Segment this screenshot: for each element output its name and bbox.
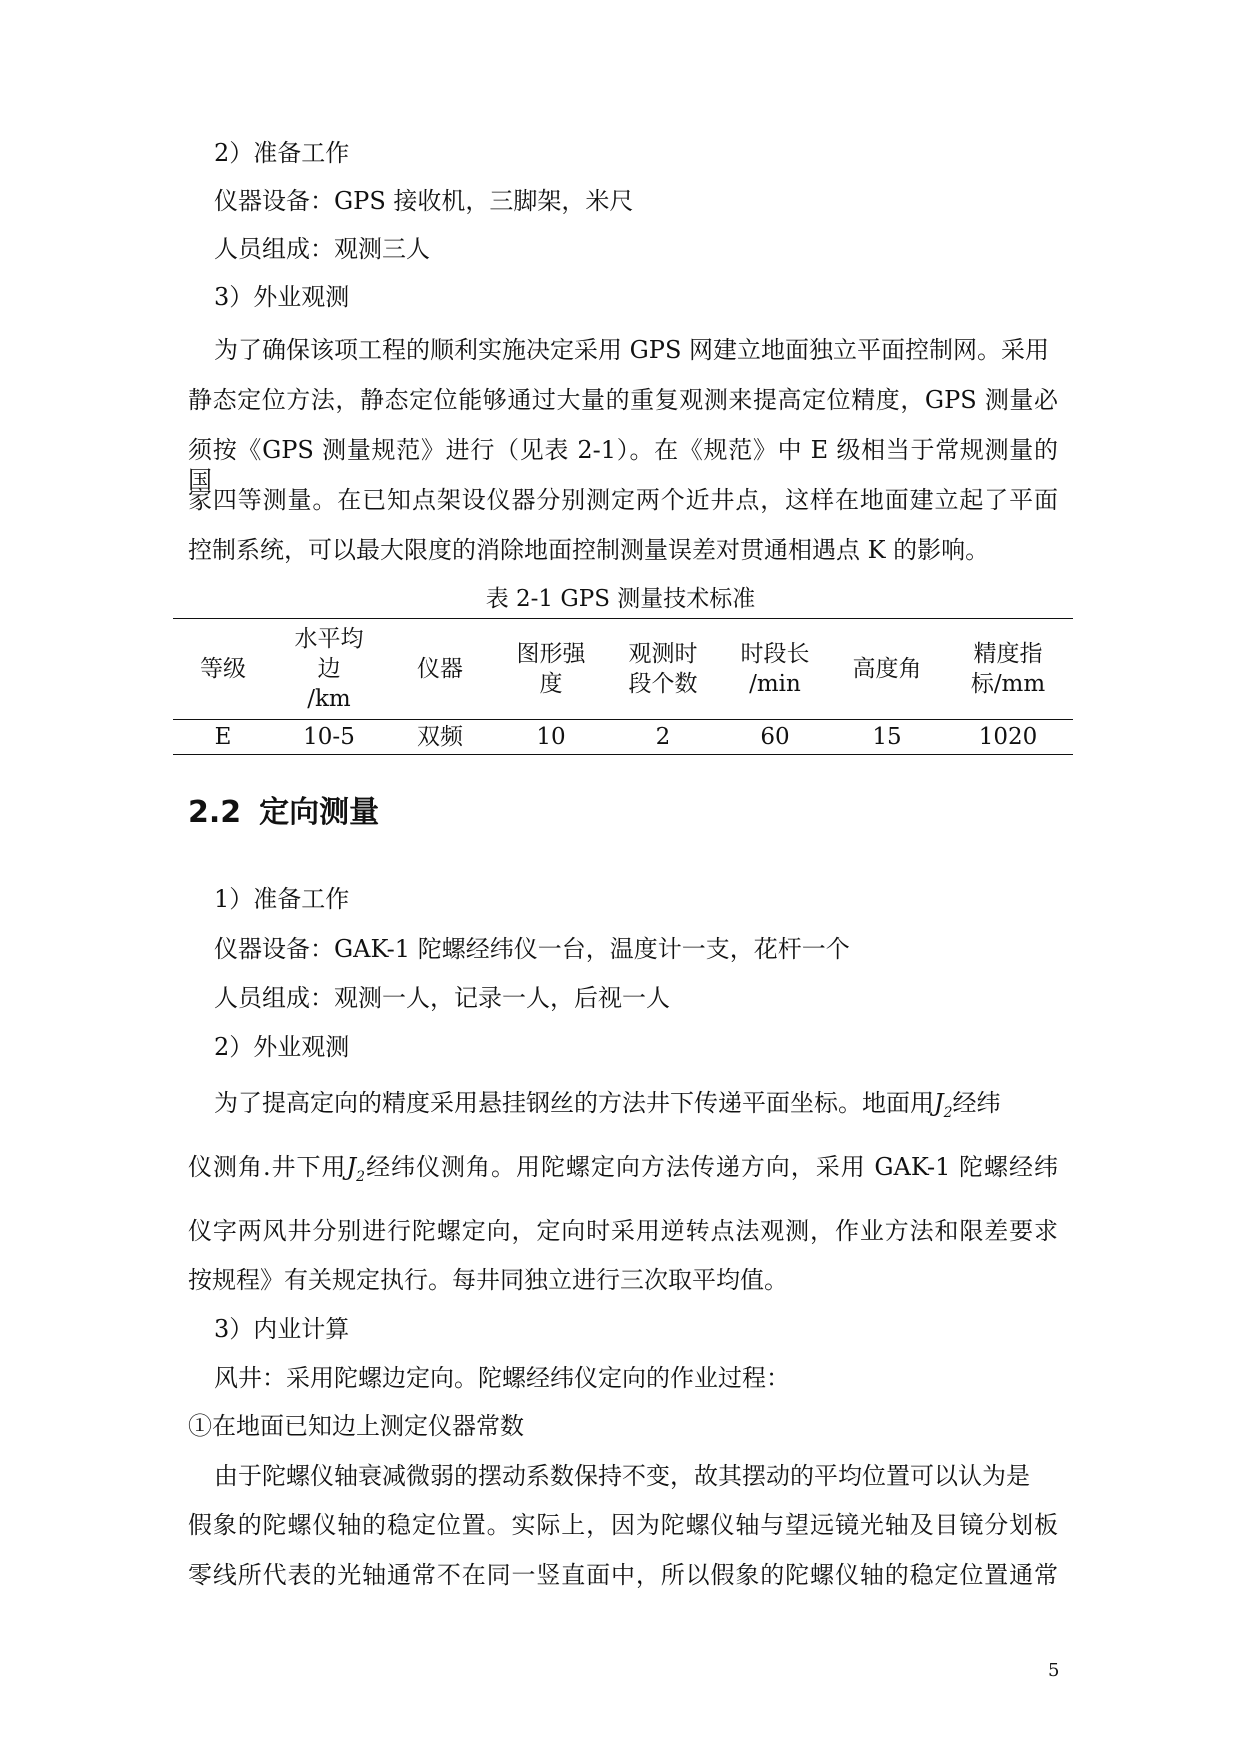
header-cell-avg-side: 水平均 边 /km [273,619,385,720]
header-cell-precision: 精度指 标/mm [943,619,1073,720]
table-cell: 15 [831,720,943,755]
table-cell: 双频 [385,720,495,755]
personnel-line: 人员组成：观测三人 [214,235,430,263]
paragraph-line: 家四等测量。在已知点架设仪器分别测定两个近井点，这样在地面建立起了平面 [188,486,1058,514]
table-row [173,720,1073,755]
table-cell: 10 [495,720,607,755]
header-cell-instrument: 仪器 [385,619,495,720]
table-cell: E [173,720,273,755]
gps-standard-table [173,618,1073,755]
table-header-row [173,619,1073,720]
header-cell-geometry-strength: 图形强 度 [495,619,607,720]
field-observation-title: 2）外业观测 [214,1033,350,1061]
header-cell-elevation-angle: 高度角 [831,619,943,720]
prep-work-title: 1）准备工作 [214,885,350,913]
symbol-j2: $J_2$ [934,1089,953,1121]
step-line: ①在地面已知边上测定仪器常数 [188,1412,524,1440]
paragraph-line: 为了确保该项工程的顺利实施决定采用 GPS 网建立地面独立平面控制网。采用 [214,336,1050,364]
header-cell-session-length: 时段长 /min [719,619,831,720]
paragraph-line: 控制系统，可以最大限度的消除地面控制测量误差对贯通相遇点 K 的影响。 [188,536,990,564]
shaft-line: 风井：采用陀螺边定向。陀螺经纬仪定向的作业过程： [214,1364,790,1392]
prep-work-title: 2）准备工作 [214,139,350,167]
table-cell: 60 [719,720,831,755]
header-cell-grade: 等级 [173,619,273,720]
header-cell-session-count: 观测时 段个数 [607,619,719,720]
paragraph-line: 仪测角.井下用$J_2$经纬仪测角。用陀螺定向方法传递方向，采用 GAK-1 陀螺经纬 [188,1153,1058,1185]
field-observation-title: 3）外业观测 [214,283,350,311]
paragraph-line: 须按《GPS 测量规范》进行（见表 2-1）。在《规范》中 E 级相当于常规测量的国 [188,436,1058,494]
table-caption: 表 2-1 GPS 测量技术标准 [485,586,756,612]
personnel-line: 人员组成：观测一人，记录一人，后视一人 [214,984,670,1012]
calculation-title: 3）内业计算 [214,1315,350,1343]
paragraph-line: 由于陀螺仪轴衰减微弱的摆动系数保持不变，故其摆动的平均位置可以认为是 [214,1462,1030,1490]
table-cell: 10-5 [273,720,385,755]
paragraph-line: 为了提高定向的精度采用悬挂钢丝的方法井下传递平面坐标。地面用$J_2$经纬 [214,1089,1001,1121]
page-number: 5 [1048,1660,1060,1681]
symbol-j2: $J_2$ [346,1153,366,1185]
paragraph-line: 静态定位方法，静态定位能够通过大量的重复观测来提高定位精度，GPS 测量必 [188,386,1058,414]
paragraph-line: 假象的陀螺仪轴的稳定位置。实际上，因为陀螺仪轴与望远镜光轴及目镜分划板 [188,1511,1058,1539]
paragraph-line: 仪字两风井分别进行陀螺定向，定向时采用逆转点法观测，作业方法和限差要求 [188,1217,1058,1245]
table-cell: 1020 [943,720,1073,755]
paragraph-line: 按规程》有关规定执行。每井同独立进行三次取平均值。 [188,1266,788,1294]
equipment-line: 仪器设备：GPS 接收机，三脚架，米尺 [214,187,634,215]
section-title: 定向测量 [259,795,380,830]
table-cell: 2 [607,720,719,755]
section-number: 2.2 [188,795,242,830]
paragraph-line: 零线所代表的光轴通常不在同一竖直面中，所以假象的陀螺仪轴的稳定位置通常 [188,1561,1058,1589]
section-heading [188,794,379,832]
equipment-line: 仪器设备：GAK-1 陀螺经纬仪一台，温度计一支，花杆一个 [214,935,850,963]
